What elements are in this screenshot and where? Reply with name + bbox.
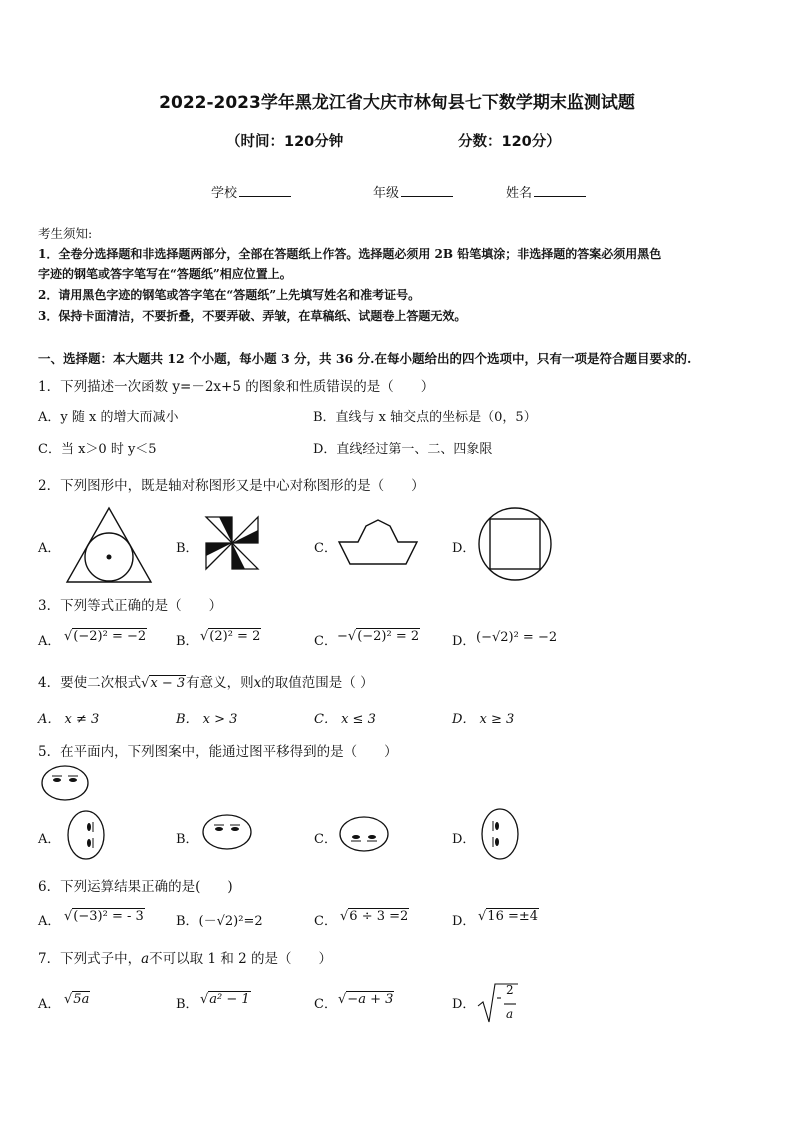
q6-option-d-expr: 16 =±4 [487, 909, 539, 924]
q2-label-a: A． [38, 541, 61, 556]
q6-option-a: √(−3)² = - 3 [64, 909, 144, 924]
q6-label-c: C． [314, 914, 337, 929]
pinwheel-figure [203, 514, 261, 572]
q7-label-c: C． [314, 997, 337, 1012]
q3-option-d: (−√2)² = −2 [476, 630, 558, 645]
notice-item-3: 3．保持卡面清洁，不要折叠，不要弄破、弄皱，在草稿纸、试题卷上答题无效。 [38, 309, 467, 323]
section-heading: 一、选择题：本大题共 12 个小题，每小题 3 分，共 36 分.在每小题给出的四个选项中，只有一项是符合题目要求的. [38, 351, 692, 366]
q2-label-c: C． [314, 541, 337, 556]
q2-label-b: B． [176, 541, 199, 556]
q4-option-d: D． x ≥ 3 [452, 712, 515, 727]
q6-option-c: √6 ÷ 3 =2 [340, 909, 409, 924]
circle-square-figure [476, 505, 554, 583]
face-rotated-left-figure [478, 806, 522, 862]
notice-item-1-cont: 字迹的钢笔或答字笔写在“答题纸”相应位置上。 [38, 267, 292, 281]
face-flipped-figure [337, 814, 391, 854]
q7-option-c: √−a + 3 [338, 992, 394, 1007]
exam-score: 分数：120分） [458, 134, 561, 150]
q3-stem: 3．下列等式正确的是（ ） [38, 598, 223, 614]
q5-label-d: D． [452, 832, 476, 847]
q3-option-b: √(2)² = 2 [200, 629, 261, 644]
q5-label-b: B． [176, 832, 199, 847]
reference-face-figure [40, 764, 90, 802]
q4-option-a: A． x ≠ 3 [38, 712, 100, 727]
q7-option-d [476, 980, 520, 1030]
q3-label-b: B． [176, 634, 199, 649]
q7-option-b: √a² − 1 [200, 992, 250, 1007]
q7-label-d: D． [452, 997, 476, 1012]
q7-stem [38, 947, 332, 967]
q7-option-b-expr: a² − 1 [209, 992, 250, 1007]
q6-option-b: B．(－√2)²=2 [176, 914, 263, 929]
page-title: 2022-2023学年黑龙江省大庆市林甸县七下数学期末监测试题 [159, 93, 635, 113]
q4-stem-post: 的取值范围是（ ） [261, 675, 374, 691]
q2-stem: 2．下列图形中，既是轴对称图形又是中心对称图形的是（ ） [38, 478, 425, 494]
school-field [211, 182, 291, 201]
name-label: 姓名 [506, 186, 533, 201]
q3-option-a-expr: (−2)² = −2 [73, 629, 147, 644]
grade-field [373, 182, 453, 201]
q7-option-d-den: a [506, 1007, 514, 1021]
q3-label-d: D． [452, 634, 476, 649]
q1-stem: 1．下列描述一次函数 y=－2x+5 的图象和性质错误的是（ ） [38, 379, 435, 395]
face-rotated-right-figure [64, 808, 108, 862]
q1-option-b: B．直线与 x 轴交点的坐标是（0，5） [313, 410, 537, 425]
q4-radicand: x − 3 [150, 676, 186, 691]
q3-label-a: A． [38, 634, 61, 649]
q5-label-a: A． [38, 832, 61, 847]
q7-option-a: √5a [64, 992, 90, 1007]
exam-time: （时间：120分钟 [226, 134, 344, 150]
face-translated-figure [200, 812, 254, 852]
q7-stem-pre: 7．下列式子中， [38, 951, 142, 967]
q6-stem: 6．下列运算结果正确的是( ) [38, 879, 233, 895]
q6-label-d: D． [452, 914, 476, 929]
notice-heading: 考生须知: [38, 226, 93, 241]
school-label: 学校 [211, 186, 238, 201]
q4-var: x [253, 675, 262, 691]
q7-var: a [141, 951, 150, 967]
q7-label-b: B． [176, 997, 199, 1012]
q7-option-c-expr: −a + 3 [347, 992, 394, 1007]
q7-label-a: A． [38, 997, 61, 1012]
q1-option-a: A．y 随 x 的增大而减小 [38, 410, 179, 425]
q6-option-c-expr: 6 ÷ 3 =2 [349, 909, 409, 924]
q1-option-d: D．直线经过第一、二、四象限 [313, 442, 493, 457]
grade-label: 年级 [373, 186, 400, 201]
q4-stem-mid: 有意义，则 [186, 675, 254, 691]
q4-option-b: B． x > 3 [176, 712, 238, 727]
q6-option-d: √16 =±4 [478, 909, 539, 924]
q5-label-c: C． [314, 832, 337, 847]
q3-option-b-expr: (2)² = 2 [209, 629, 261, 644]
triangle-incircle-figure [64, 506, 154, 584]
crown-boat-figure [336, 518, 420, 566]
q3-option-c-expr: (−2)² = 2 [357, 629, 420, 644]
q7-stem-post: 不可以取 1 和 2 的是（ ） [149, 951, 332, 967]
q3-label-c: C． [314, 634, 337, 649]
q1-option-c: C．当 x＞0 时 y＜5 [38, 442, 157, 457]
q7-option-a-expr: 5a [73, 992, 90, 1007]
q7-option-d-num: 2 [506, 983, 514, 997]
q3-option-a: √(−2)² = −2 [64, 629, 147, 644]
notice-item-2: 2．请用黑色字迹的钢笔或答字笔在“答题纸”上先填写姓名和准考证号。 [38, 288, 421, 302]
q6-label-a: A． [38, 914, 61, 929]
q3-option-c: −√(−2)² = 2 [337, 629, 420, 644]
q5-stem: 5．在平面内，下列图案中，能通过图平移得到的是（ ） [38, 744, 398, 760]
q2-label-d: D． [452, 541, 476, 556]
q4-option-c: C． x ≤ 3 [314, 712, 376, 727]
q6-option-a-expr: (−3)² = - 3 [73, 909, 144, 924]
notice-item-1: 1．全卷分选择题和非选择题两部分，全部在答题纸上作答。选择题必须用 2B 铅笔填涂；非选择题的答案必须用黑色 [38, 247, 662, 261]
name-field [506, 182, 586, 201]
q4-stem-pre: 4．要使二次根式 [38, 675, 142, 691]
q4-stem: 4．要使二次根式√x − 3有意义，则x的取值范围是（ ） [38, 675, 374, 691]
